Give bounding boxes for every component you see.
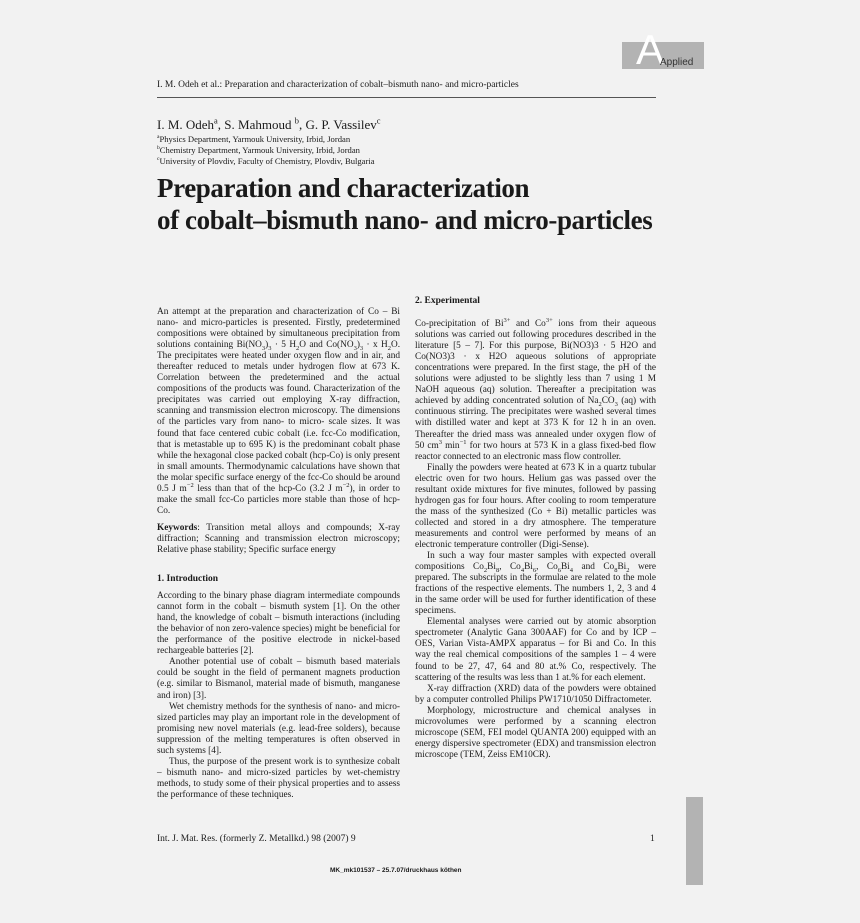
exp-paragraph-3: In such a way four master samples with expected overall compositions $Co_2Bi_8$, $Co_4Bi_6$, $Co_6Bi_4$ and $Co_8Bi_2$ were prepared. The subscripts in the formulae are related to the mole fractions of the respective elements. The numbers 1, 2, 3 and 4 in the same order will be used for further identification of these specimens. (415, 551, 657, 617)
left-column (157, 307, 400, 801)
badge-letter: A (636, 26, 665, 73)
journal-citation: Int. J. Mat. Res. (formerly Z. Metallkd.) 98 (2007) 9 (157, 834, 356, 844)
exp-paragraph-1: Co-precipitation of $Bi^{3+}$ and $Co^{3+}$ ions from their aqueous solutions was carried out following procedures described in the literature [5 – 7]. For this purpose, Bi(NO3)3 · 5 H2O and Co(NO3)3 · x H2O aqueous solutions of appropriate concentrations were prepared. In the first stage, the pH of the solutions were adjusted to be slightly less than 7 using 1 M NaOH aqueous (aq) solution. Thereafter a precipitation was achieved by adding concentrated solution of $Na_2CO_3$ (aq) with continuous stirring. The precipitates were washed several times with distilled water and kept at 373 K for 12 h in an oven. Thereafter the dried mass was annealed under oxygen flow of 50 $cm^3$ $\min^{-1}$ for two hours at 573 K in a glass fixed-bed flow reactor connected to an electronic mass flow controller. (415, 316, 656, 462)
exp-paragraph-5: X-ray diffraction (XRD) data of the powders were obtained by a computer controlled Philips PW1710/1050 Diffractometer. (415, 683, 656, 705)
keywords: Keywords: Transition metal alloys and compounds; X-ray diffraction; Scanning and transmission electron microscopy; Relative phase stability; Specific surface energy (157, 522, 400, 555)
running-head: I. M. Odeh et al.: Preparation and characterization of cobalt–bismuth nano- and micro-particles (157, 80, 519, 90)
exp-paragraph-4: Elemental analyses were carried out by atomic absorption spectrometer (Analytic Gana 300AAF) for Co and by ICP – OES, Varian Vista-AMPX apparatus – for Bi and Co. In this way the real chemical compositions of the samples 1 – 4 were found to be 27, 47, 64 and 80 at.% Co, respectively. The scattering of the results was less than 1 at.% for each element. (415, 617, 656, 683)
intro-paragraph-1: According to the binary phase diagram intermediate compounds cannot form in the cobalt – bismuth system [1]. On the other hand, the knowledge of cobalt – bismuth interactions (including the behavior of non zero-valence species) might be beneficial for the performance of the positive electrode in nickel-based rechargeable batteries [2]. (157, 591, 400, 657)
affiliation-a: $^a$Physics Department, Yarmouk University, Irbid, Jordan (157, 134, 351, 144)
affiliation-b: $^b$Chemistry Department, Yarmouk University, Irbid, Jordan (157, 145, 360, 155)
experimental-heading: 2. Experimental (415, 296, 480, 306)
intro-paragraph-2: Another potential use of cobalt – bismuth based materials could be sought in the field of permanent magnets production (e.g. similar to Bismanol, material made of bismuth, manganese and iron) [3]. (157, 657, 400, 701)
print-imprint: MK_mk101537 – 25.7.07/druckhaus köthen (330, 867, 462, 874)
abstract: An attempt at the preparation and characterization of Co – Bi nano- and micro-particles is presented. Firstly, predetermined compositions were obtained by simultaneous precipitation from solutions containing $Bi(NO_3)_3 \cdot 5$ $H_2O$ and $Co(NO_3)_3 \cdot x$ $H_2O$. The precipitates were heated under oxygen flow and in air, and thereafter reduced to metals under hydrogen flow at 673 K. Correlation between the predetermined and the actual compositions of the products was found. Characterization of the precipitates was carried out employing X-ray diffraction, scanning and transmission electron microscopy. The dimensions of the particles vary from nano- to micro- scale sizes. It was found that face centered cubic cobalt (i.e. fcc-Co modification, that is metastable up to 695 K) is the predominant cobalt phase while the hexagonal close packed cobalt (hcp-Co) is only present in small amounts. Thermodynamic calculations have shown that the molar specific surface energy of the fcc-Co should be around 0.5 J $m^{-2}$ less than that of the hcp-Co (3.2 J $m^{-2}$), in order to make the small fcc-Co particles more stable than those of hcp-Co. (157, 307, 401, 516)
right-column (415, 296, 656, 761)
exp-paragraph-2: Finally the powders were heated at 673 K in a quartz tubular electric oven for two hours. Helium gas was passed over the resultant oxide mixtures for five minutes, followed by passing hydrogen gas for four hours. After cooling to room temperature the mass of the synthesized (Co + Bi) metallic particles was collected and stored in a dry atmosphere. The temperature measurements and control were performed by means of an electronic temperature controller (Digi-Sense). (415, 462, 656, 550)
badge-word: Applied (660, 57, 694, 68)
introduction-heading: 1. Introduction (157, 574, 219, 585)
author-line: I. M. Odeh$^a$, S. Mahmoud $^b$, G. P. Vassilev$^c$ (157, 115, 381, 132)
side-tab-marker (686, 797, 703, 885)
header-rule (157, 97, 656, 98)
paper-title: Preparation and characterization of cobalt–bismuth nano- and micro-particles (157, 173, 653, 235)
page-number: 1 (650, 834, 655, 844)
intro-paragraph-4: Thus, the purpose of the present work is to synthesize cobalt – bismuth nano- and micro-sized particles by wet-chemistry methods, to study some of their physical properties and to assess the performance of these techniques. (157, 756, 400, 800)
intro-paragraph-3: Wet chemistry methods for the synthesis of nano- and micro-sized particles may play an important role in the development of promising new novel materials (e.g. lead-free solders), because suppression of the melting temperatures is often observed in such systems [4]. (157, 701, 400, 756)
exp-paragraph-6: Morphology, microstructure and chemical analyses in microvolumes were performed by a scanning electron microscope (SEM, FEI model QUANTA 200) equipped with an energy dispersive spectrometer (EDX) and transmission electron microscope (TEM, Zeiss EM10CR). (415, 705, 656, 760)
affiliation-c: $^c$University of Plovdiv, Faculty of Chemistry, Plovdiv, Bulgaria (157, 156, 375, 166)
